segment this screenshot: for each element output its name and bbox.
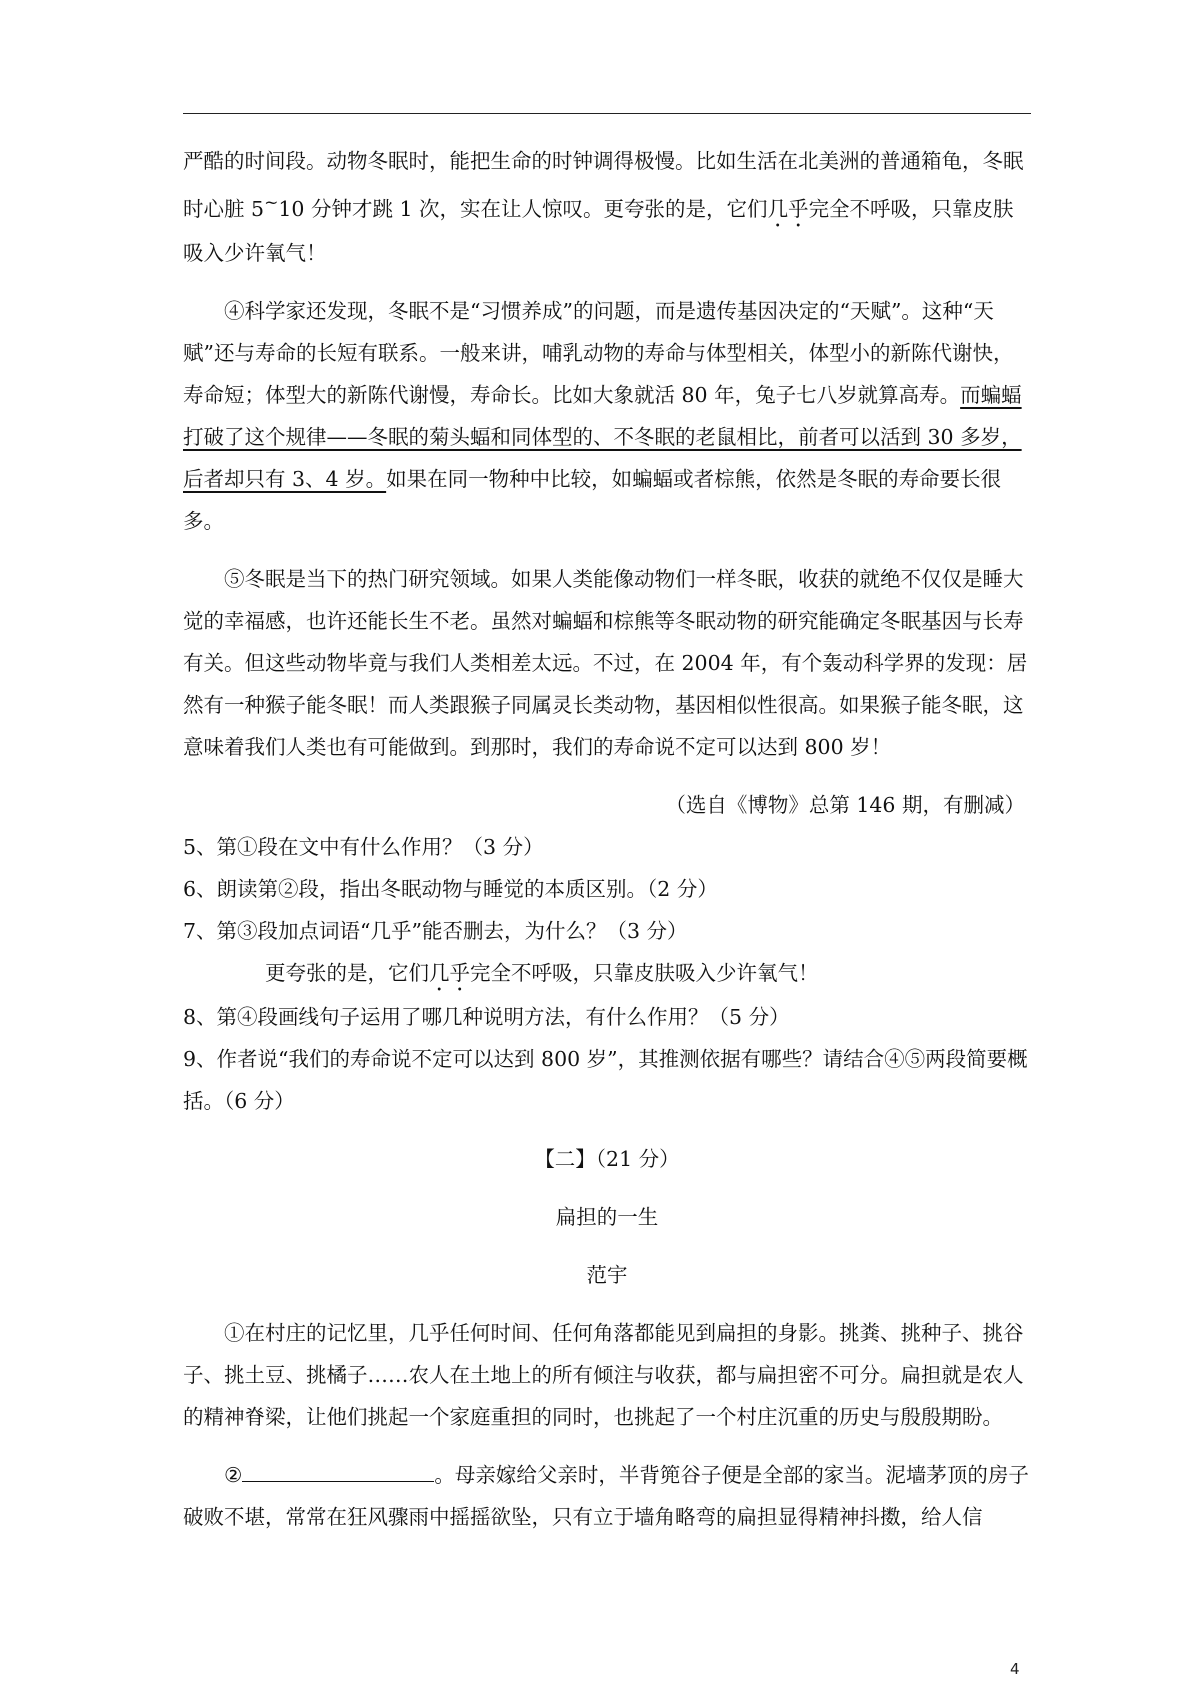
- question-7-quote: 更夸张的是，它们几乎完全不呼吸，只靠皮肤吸入少许氧气！: [265, 960, 819, 985]
- source-citation: （选自《博物》总第 146 期，有删减）: [665, 792, 1025, 817]
- underlined-sentence: 而蝙蝠打破了这个规律——冬眠的菊头蝠和同体型的、不冬眠的老鼠相比，前者可以活到 30 多岁，后者却只有 3、4 岁。: [183, 382, 1022, 491]
- question-5: 5、第①段在文中有什么作用？（3 分）: [183, 834, 544, 859]
- dotted-word: 几乎: [429, 960, 470, 985]
- page-number: 4: [1010, 1660, 1020, 1678]
- article2-paragraph-2: ② 。母亲嫁给父亲时，半背篼谷子便是全部的家当。泥墙茅顶的房子破败不堪，常常在狂风骤雨中摇摇欲坠，只有立于墙角略弯的扁担显得精神抖擞，给人信: [183, 1454, 1031, 1538]
- dotted-word: 几乎: [767, 196, 809, 221]
- article-title: 扁担的一生: [555, 1204, 659, 1229]
- paragraph-5: ⑤冬眠是当下的热门研究领域。如果人类能像动物们一样冬眠，收获的就绝不仅仅是睡大觉的幸福感，也许还能长生不老。虽然对蝙蝠和棕熊等冬眠动物的研究能确定冬眠基因与长寿有关。但这些动物毕竟与我们人类相差太远。不过，在 2004 年，有个轰动科学界的发现：居然有一种猴子能冬眠！而人类跟猴子同属灵长类动物，基因相似性很高。如果猴子能冬眠，这意味着我们人类也有可能做到。到那时，我们的寿命说不定可以达到 800 岁！: [183, 566, 1028, 759]
- page-body: [183, 140, 1031, 1538]
- question-7: 7、第③段加点词语“几乎”能否删去，为什么？（3 分）: [183, 918, 688, 943]
- header-rule: [183, 113, 1031, 114]
- paragraph-4: ④科学家还发现，冬眠不是“习惯养成”的问题，而是遗传基因决定的“天赋”。这种“天赋”还与寿命的长短有联系。一般来讲，哺乳动物的寿命与体型相关，体型小的新陈代谢快，寿命短；体型大的新陈代谢慢，寿命长。比如大象就活 80 年，兔子七八岁就算高寿。而蝙蝠打破了这个规律——冬眠的菊头蝠和同体型的、不冬眠的老鼠相比，前者可以活到 30 多岁，后者却只有 3、4 岁。如果在同一物种中比较，如蝙蝠或者棕熊，依然是冬眠的寿命要长很多。: [183, 298, 1022, 533]
- fill-in-blank[interactable]: [242, 1459, 434, 1482]
- question-6: 6、朗读第②段，指出冬眠动物与睡觉的本质区别。（2 分）: [183, 876, 718, 901]
- article2-paragraph-1: ①在村庄的记忆里，几乎任何时间、任何角落都能见到扁担的身影。挑粪、挑种子、挑谷子、挑土豆、挑橘子……农人在土地上的所有倾注与收获，都与扁担密不可分。扁担就是农人的精神脊梁，让他们挑起一个家庭重担的同时，也挑起了一个村庄沉重的历史与殷殷期盼。: [183, 1320, 1024, 1429]
- article-author: 范宇: [586, 1262, 628, 1287]
- question-9: 9、作者说“我们的寿命说不定可以达到 800 岁”，其推测依据有哪些？请结合④⑤两段简要概括。（6 分）: [183, 1046, 1028, 1113]
- question-8: 8、第④段画线句子运用了哪几种说明方法，有什么作用？（5 分）: [183, 1004, 790, 1029]
- section-heading: 【二】（21 分）: [534, 1146, 680, 1171]
- paragraph-3-continued: 严酷的时间段。动物冬眠时，能把生命的时钟调得极慢。比如生活在北美洲的普通箱龟，冬眠时心脏 5~10 分钟才跳 1 次，实在让人惊叹。更夸张的是，它们几乎完全不呼吸，只靠皮肤吸入少许氧气！: [183, 149, 1024, 265]
